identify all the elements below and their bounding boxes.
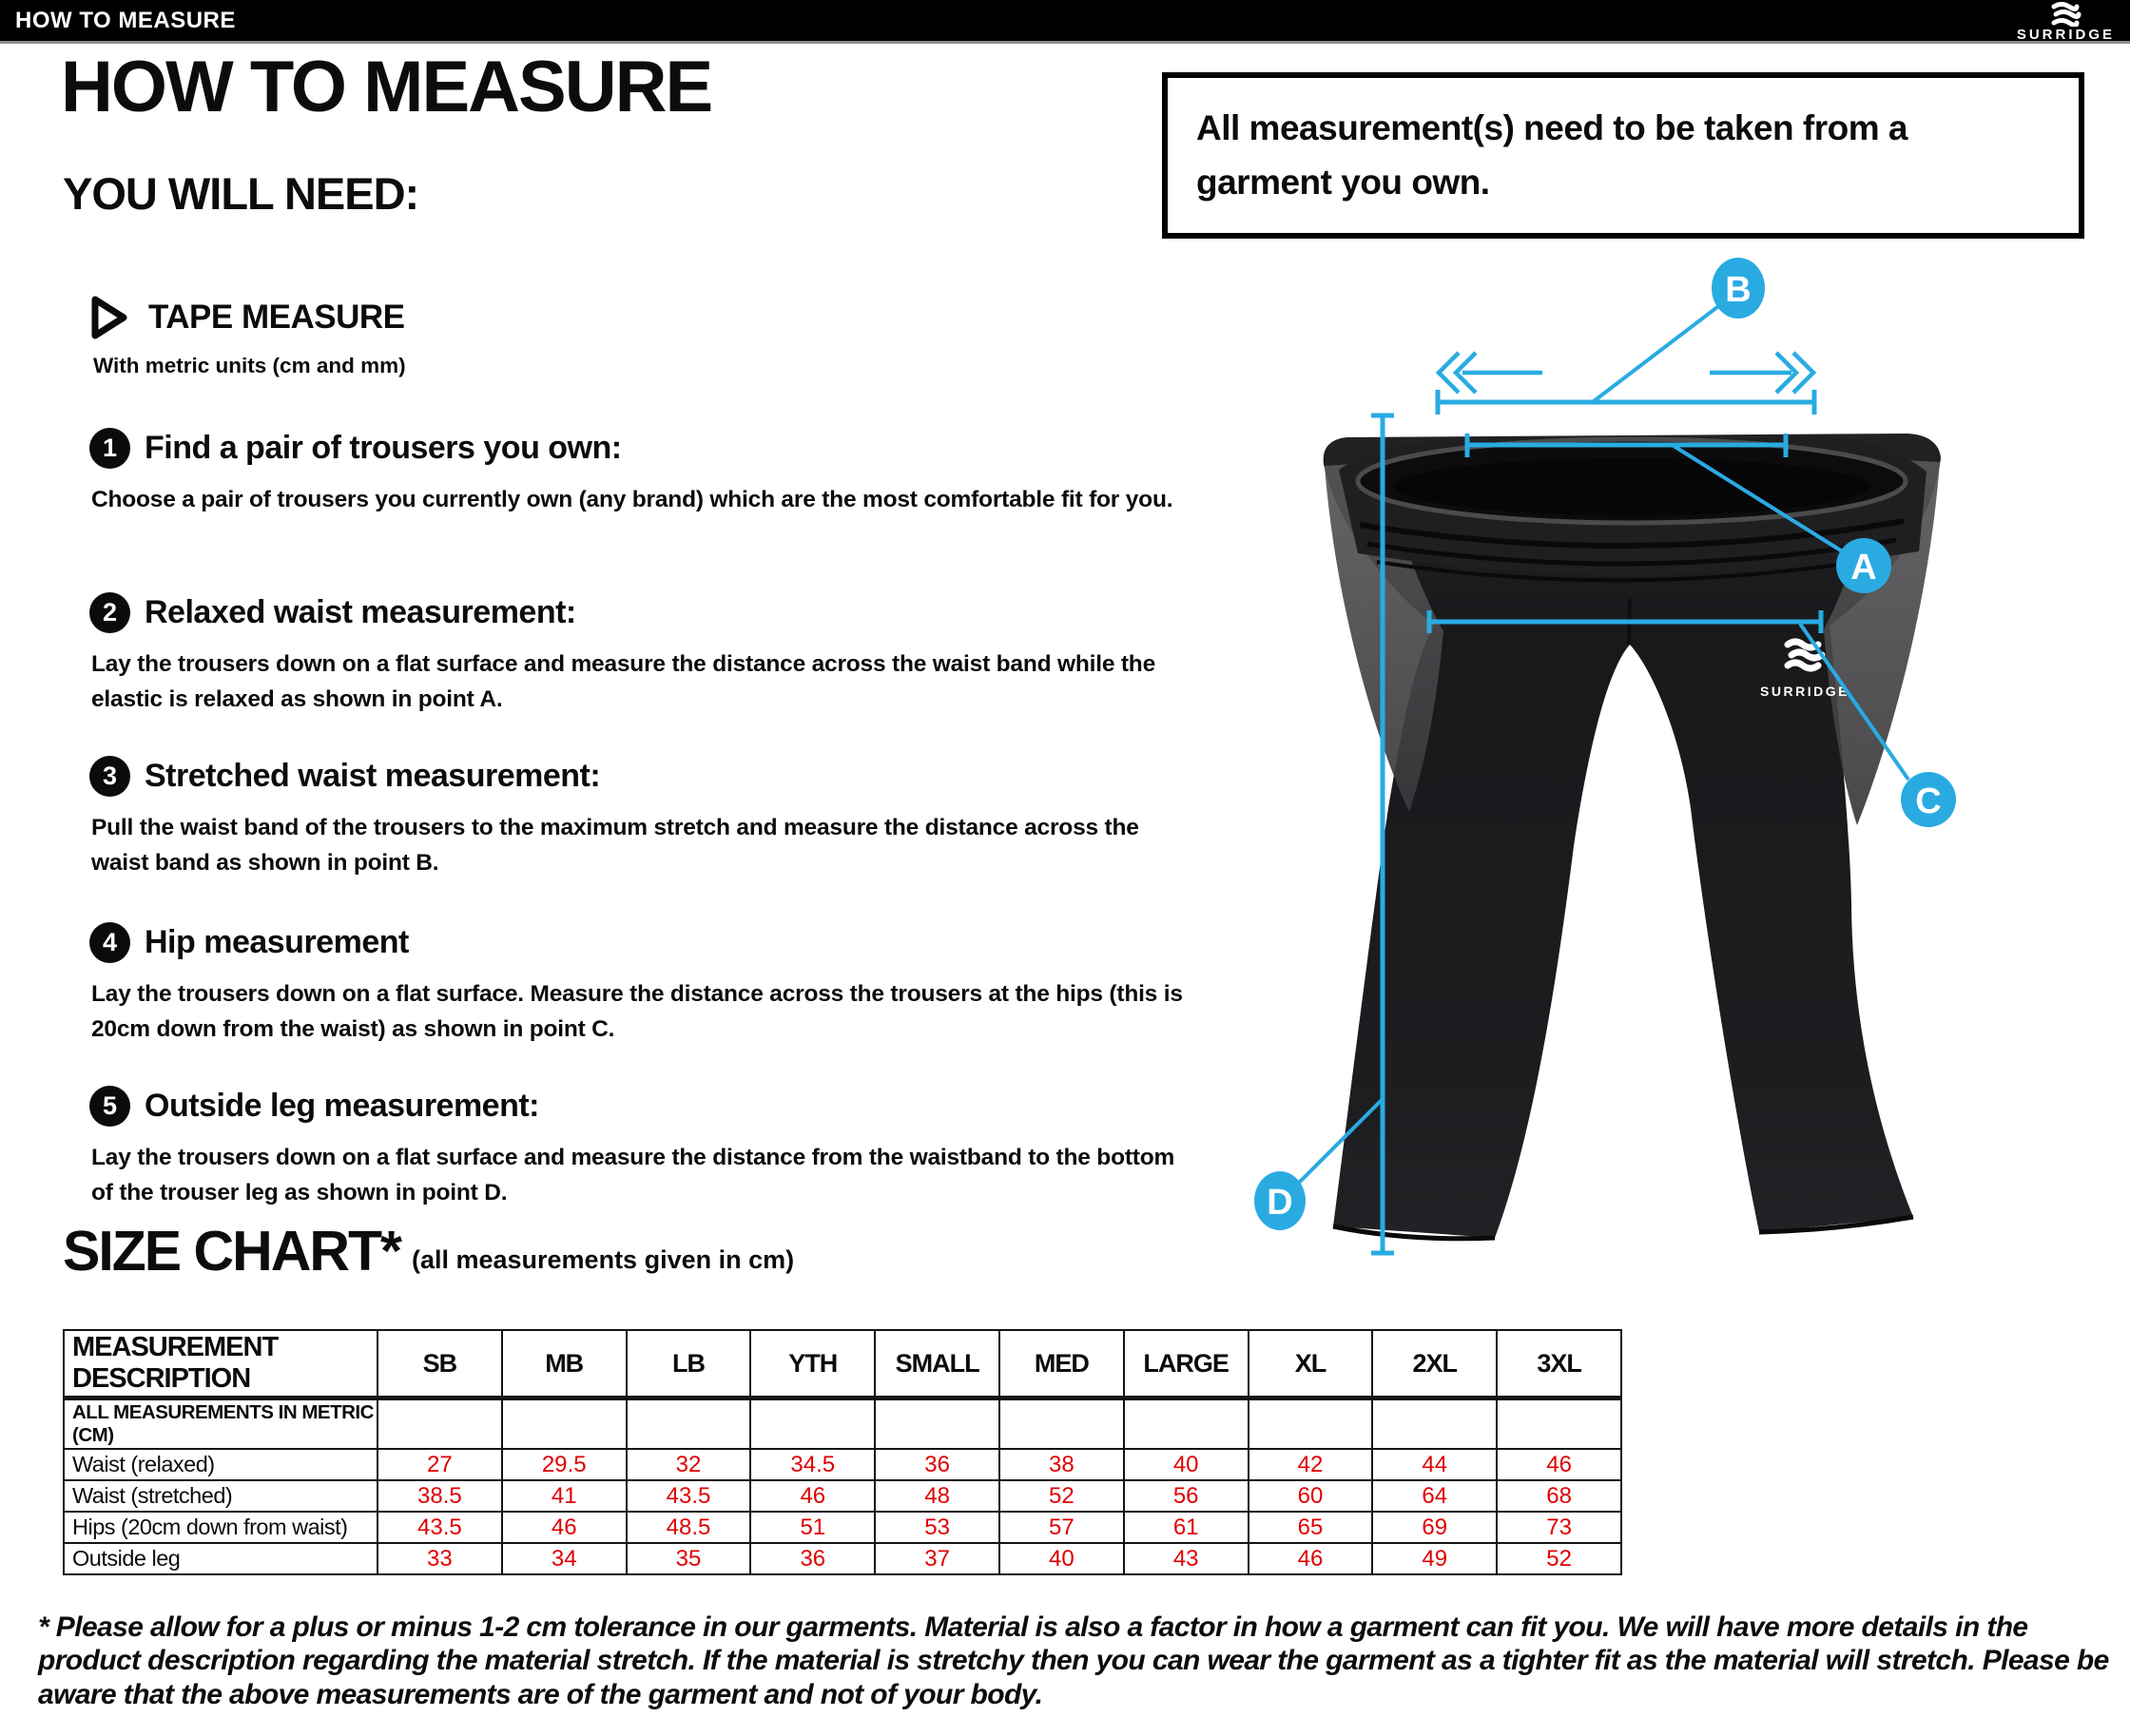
size-column-header: 3XL	[1497, 1330, 1621, 1398]
empty-cell	[1497, 1398, 1621, 1450]
size-column-header: LARGE	[1124, 1330, 1249, 1398]
measurement-value: 68	[1497, 1480, 1621, 1512]
top-bar-title: HOW TO MEASURE	[15, 7, 236, 33]
step-5-body: Lay the trousers down on a flat surface and measure the distance from the waistband to the bottom of the trouser leg as shown in point D.	[91, 1145, 1175, 1206]
tape-measure-item	[89, 295, 405, 340]
page-title: HOW TO MEASURE	[61, 47, 712, 127]
measurement-value: 34	[502, 1543, 627, 1574]
measurement-value: 34.5	[750, 1449, 875, 1480]
tolerance-footnote: * Please allow for a plus or minus 1-2 cm tolerance in our garments. Material is also a factor in how a garment can fit you. We will have more details in the product description regarding the material stretch. If the material is stretchy then you can wear the garment as a tighter fit as the material will stretch. Please be aware that the above measurements are of the garment and not of your body.	[38, 1611, 2109, 1710]
size-chart-row	[64, 1449, 1621, 1480]
size-chart-title: SIZE CHART*	[63, 1220, 400, 1283]
step-4-number-badge: 4	[89, 922, 130, 963]
measurement-value: 37	[875, 1543, 999, 1574]
step-2-body: Lay the trousers down on a flat surface and measure the distance across the waist band while the elastic is relaxed as shown in point A.	[91, 651, 1155, 712]
measurement-value: 29.5	[502, 1449, 627, 1480]
measurement-value: 73	[1497, 1512, 1621, 1543]
size-chart-table	[63, 1329, 1622, 1575]
measurement-value: 35	[627, 1543, 751, 1574]
empty-cell	[1249, 1398, 1373, 1450]
measurement-value: 49	[1372, 1543, 1497, 1574]
size-column-header: YTH	[750, 1330, 875, 1398]
step-5	[89, 1086, 1192, 1211]
measurement-value: 69	[1372, 1512, 1497, 1543]
trousers-illustration	[1217, 238, 2130, 1274]
empty-cell	[999, 1398, 1124, 1450]
measurement-note-box	[1162, 72, 2084, 239]
size-column-header: XL	[1249, 1330, 1373, 1398]
step-2-title: Relaxed waist measurement:	[145, 594, 576, 630]
description-column-header: MEASUREMENT DESCRIPTION	[64, 1330, 378, 1398]
measurement-value: 64	[1372, 1480, 1497, 1512]
measurement-value: 36	[875, 1449, 999, 1480]
empty-cell	[378, 1398, 502, 1450]
size-column-header: SB	[378, 1330, 502, 1398]
step-3-title: Stretched waist measurement:	[145, 758, 601, 794]
step-1-number-badge: 1	[89, 428, 130, 469]
measurement-value: 46	[1249, 1543, 1373, 1574]
measurement-label: Outside leg	[64, 1543, 378, 1574]
step-2-number-badge: 2	[89, 592, 130, 633]
callout-line-b	[1594, 304, 1721, 401]
size-chart-row	[64, 1512, 1621, 1543]
measurement-value: 38.5	[378, 1480, 502, 1512]
tape-measure-detail: With metric units (cm and mm)	[93, 354, 406, 377]
empty-cell	[627, 1398, 751, 1450]
step-3-body: Pull the waist band of the trousers to the maximum stretch and measure the distance across the waist band as shown in point B.	[91, 815, 1139, 876]
triangle-bullet-icon	[89, 295, 129, 340]
measurement-value: 60	[1249, 1480, 1373, 1512]
size-chart-subtitle: (all measurements given in cm)	[411, 1245, 795, 1274]
step-1-title: Find a pair of trousers you own:	[145, 430, 622, 466]
measurement-label: Waist (stretched)	[64, 1480, 378, 1512]
measurement-value: 48	[875, 1480, 999, 1512]
measurement-value: 52	[1497, 1543, 1621, 1574]
size-column-header: LB	[627, 1330, 751, 1398]
empty-cell	[875, 1398, 999, 1450]
measurement-note-text: All measurement(s) need to be taken from a garment you own.	[1196, 108, 1907, 203]
measurement-value: 42	[1249, 1449, 1373, 1480]
top-bar	[0, 0, 2130, 44]
measurement-value: 56	[1124, 1480, 1249, 1512]
measurement-value: 36	[750, 1543, 875, 1574]
measurement-value: 43.5	[378, 1512, 502, 1543]
size-chart-row	[64, 1480, 1621, 1512]
measurement-value: 46	[750, 1480, 875, 1512]
size-column-header: MED	[999, 1330, 1124, 1398]
measurement-value: 27	[378, 1449, 502, 1480]
measurement-label: Hips (20cm down from waist)	[64, 1512, 378, 1543]
measurement-value: 41	[502, 1480, 627, 1512]
step-4	[89, 922, 1192, 1048]
measurement-value: 61	[1124, 1512, 1249, 1543]
measurement-value: 40	[999, 1543, 1124, 1574]
measurement-value: 32	[627, 1449, 751, 1480]
tape-measure-label: TAPE MEASURE	[148, 299, 405, 336]
measurement-value: 33	[378, 1543, 502, 1574]
stretch-arrows-icon	[1439, 353, 1813, 393]
size-column-header: MB	[502, 1330, 627, 1398]
size-chart-heading	[63, 1219, 794, 1283]
size-chart-row	[64, 1543, 1621, 1574]
measurement-value: 51	[750, 1512, 875, 1543]
measurement-value: 53	[875, 1512, 999, 1543]
measurement-value: 43	[1124, 1543, 1249, 1574]
measurement-label: Waist (relaxed)	[64, 1449, 378, 1480]
empty-cell	[750, 1398, 875, 1450]
measurement-value: 40	[1124, 1449, 1249, 1480]
surridge-s-mark-icon	[2049, 2, 2082, 27]
step-2	[89, 592, 1192, 718]
empty-cell	[502, 1398, 627, 1450]
measurement-value: 65	[1249, 1512, 1373, 1543]
measurement-value: 46	[502, 1512, 627, 1543]
point-a-label: A	[1850, 548, 1877, 588]
trousers-measurement-figure	[1217, 238, 2130, 1274]
measurement-value: 43.5	[627, 1480, 751, 1512]
you-will-need-heading: YOU WILL NEED:	[63, 168, 419, 219]
measurement-value: 57	[999, 1512, 1124, 1543]
point-b-label: B	[1725, 270, 1752, 310]
unit-row	[64, 1398, 1621, 1450]
empty-cell	[1124, 1398, 1249, 1450]
empty-cell	[1372, 1398, 1497, 1450]
step-4-title: Hip measurement	[145, 924, 409, 960]
measurement-value: 44	[1372, 1449, 1497, 1480]
point-c-label: C	[1915, 781, 1942, 821]
step-5-title: Outside leg measurement:	[145, 1088, 540, 1124]
step-4-body: Lay the trousers down on a flat surface. Measure the distance across the trousers at the hips (this is 20cm down from the waist) as shown in point C.	[91, 981, 1183, 1042]
surridge-wordmark: SURRIDGE	[2016, 26, 2115, 43]
step-3	[89, 756, 1192, 881]
step-5-number-badge: 5	[89, 1086, 130, 1127]
surridge-logo	[2017, 2, 2115, 42]
step-1	[89, 428, 1192, 518]
step-3-number-badge: 3	[89, 756, 130, 797]
point-d-label: D	[1267, 1183, 1293, 1223]
unit-row-label: ALL MEASUREMENTS IN METRIC (CM)	[64, 1398, 378, 1450]
step-1-body: Choose a pair of trousers you currently own (any brand) which are the most comfortable fit for you.	[91, 487, 1173, 512]
size-column-header: 2XL	[1372, 1330, 1497, 1398]
size-column-header: SMALL	[875, 1330, 999, 1398]
measurement-value: 52	[999, 1480, 1124, 1512]
measurement-value: 48.5	[627, 1512, 751, 1543]
trousers-surridge-wordmark: SURRIDGE	[1760, 684, 1849, 699]
measurement-value: 46	[1497, 1449, 1621, 1480]
measurement-value: 38	[999, 1449, 1124, 1480]
